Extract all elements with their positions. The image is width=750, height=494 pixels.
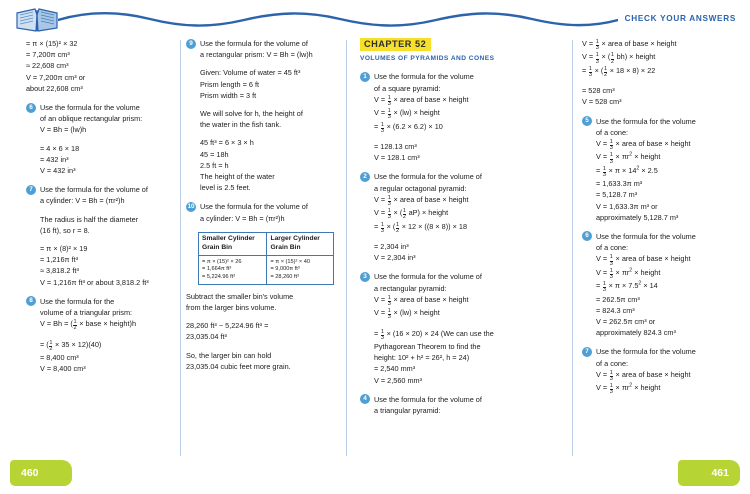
answer-line: a triangular pyramid:	[374, 405, 441, 415]
answer-line: Use the formula for the volume of	[374, 394, 482, 404]
answer-line: = 824.3 cm³	[596, 305, 635, 315]
fraction-one-half: $\frac{1}{2}$	[610, 52, 614, 65]
chapter-banner	[360, 38, 431, 51]
answer-line: Prism length = 6 ft	[200, 79, 260, 89]
answer-line: V = $\frac{1}{3}$ × area of base × height	[596, 369, 691, 382]
answer-line: = 8,400 cm³	[40, 353, 79, 363]
answer-line: V = $\frac{1}{3}$ × area of base × height	[596, 138, 691, 152]
fraction-one-third: $\frac{1}{3}$	[380, 328, 385, 341]
spacer	[40, 236, 174, 243]
answer-line: V = $\frac{1}{3}$ × (lw) × height	[374, 308, 440, 321]
cell-line: = 5,224.96 ft³	[202, 273, 236, 280]
answer-line: = ( $\frac{1}{2}$ × 35 × 12)(40)	[40, 339, 102, 352]
answer-item-9	[186, 38, 338, 193]
column-4	[582, 38, 734, 458]
answer-line: = 432 in³	[40, 154, 69, 164]
answer-line: Subtract the smaller bin's volume	[186, 291, 294, 301]
answer-item-8	[26, 296, 174, 375]
answer-line: Pythagorean Theorem to find the	[374, 341, 481, 351]
answer-line: a rectangular pyramid:	[374, 283, 447, 293]
item-number: 9	[186, 39, 196, 49]
answer-line: V = $\frac{1}{3}$ × area of base × height	[374, 194, 469, 207]
answer-line: 2.5 ft = h	[200, 160, 229, 170]
answer-line: The height of the water	[200, 172, 275, 182]
answer-line: V = 2,560 mm³	[374, 375, 423, 385]
answer-line: Use the formula for the volume of	[374, 272, 482, 282]
answer-line: V = $\frac{1}{3}$ × $\pi r^2$ × height	[596, 151, 661, 165]
answer-item-2	[360, 171, 510, 263]
answer-item-10	[186, 201, 338, 223]
answer-line: V = $\frac{1}{3}$ × area of base × height	[582, 38, 677, 52]
answer-line: The radius is half the diameter	[40, 214, 139, 224]
spacer	[200, 60, 338, 67]
cell-line: = π × (15)² × 40	[270, 258, 310, 265]
fraction-one-half: $\frac{1}{2}$	[603, 65, 608, 78]
item-number: 4	[360, 394, 370, 404]
answer-line: V = 1,633.3π m³ or	[596, 201, 658, 211]
open-book-icon	[14, 6, 60, 34]
answer-line: Use the formula for the volume	[596, 116, 696, 126]
fraction-one-third: $\frac{1}{3}$	[588, 65, 593, 78]
answer-line: height: 10² + h² = 26², h = 24)	[374, 353, 470, 363]
answer-line: of an oblique rectangular prism:	[40, 114, 143, 124]
answer-line: = 4 × 6 × 18	[40, 143, 80, 153]
page-number-left	[10, 460, 72, 486]
table-cell-smaller-bin	[199, 256, 267, 285]
column-divider-3	[572, 40, 573, 456]
answer-line: Use the formula for the volume of	[200, 39, 308, 48]
answer-line: Use the formula for the volume	[40, 103, 140, 113]
answer-line: V = $\frac{1}{3}$ × (lw) × height	[374, 108, 440, 121]
answer-line: = $\frac{1}{3}$ × $\pi \times 14^2 \times 2.5$	[596, 165, 658, 178]
fraction-one-third: $\frac{1}{3}$	[609, 138, 613, 152]
answer-line: the water in the fish tank.	[200, 120, 282, 130]
answer-item-1	[360, 71, 510, 163]
answer-line: a cylinder: V = Bh = (πr²)h	[200, 213, 285, 223]
cell-line: = 9,000π ft³	[270, 266, 300, 273]
answer-line: V = 2,304 in³	[374, 253, 416, 263]
answer-line: Given: Volume of water = 45 ft³	[200, 68, 301, 78]
fraction-one-third: $\frac{1}{3}$	[387, 194, 391, 207]
answer-line: V = 8,400 cm³	[40, 364, 86, 374]
item-number: 10	[187, 202, 195, 210]
answer-line: Use the formula for the volume of	[374, 172, 482, 182]
item-number: 6	[26, 103, 36, 113]
answer-line: V = $\frac{1}{3}$ × area of base × height	[596, 254, 691, 267]
page-header	[0, 0, 750, 36]
answer-line: V = 528 cm³	[582, 97, 622, 107]
spacer	[186, 313, 338, 320]
answer-line: = 262.5π cm³	[596, 294, 640, 304]
answer-line: approximately 824.3 cm³	[596, 328, 676, 338]
answer-line: 28,260 ft³ − 5,224.96 ft³ =	[186, 321, 269, 331]
answer-line: = $\frac{1}{3}$ × ( $\frac{1}{2}$ × 18 × 8) × 22	[582, 65, 656, 78]
fraction-one-third: $\frac{1}{3}$	[609, 369, 613, 382]
spacer	[186, 343, 338, 350]
answer-item-7b	[582, 346, 734, 395]
spacer	[40, 136, 174, 143]
chapter-title: CHAPTER 52	[364, 39, 427, 49]
spacer	[374, 321, 510, 328]
answer-line: = 528 cm³	[582, 86, 615, 96]
answer-line: = 1,216π ft³	[40, 255, 79, 265]
answer-line: a cylinder: V = Bh = (πr²)h	[40, 196, 125, 206]
answer-line: = $\frac{1}{3}$ × $\pi \times 7.5^2 \times 14$	[596, 280, 658, 294]
item-number: 2	[360, 172, 370, 182]
chapter-subtitle: VOLUMES OF PYRAMIDS AND CONES	[360, 55, 495, 63]
answer-line: Use the formula for the volume	[596, 231, 696, 241]
spacer	[40, 332, 174, 339]
answer-line: V = $\frac{1}{3}$ × $\pi r^2$ × height	[596, 267, 661, 280]
answer-line: Use the formula for the volume	[596, 347, 696, 357]
fraction-one-half: $\frac{1}{2}$	[395, 221, 400, 234]
answer-line: Use the formula for the volume of	[40, 185, 148, 195]
item-number: 1	[360, 72, 370, 82]
item-number: 6	[582, 231, 592, 241]
item-number: 7	[26, 185, 36, 195]
answer-line: a regular octagonal pyramid:	[374, 183, 467, 193]
answer-line: of a cone:	[596, 358, 629, 368]
answer-line: Use the formula for the volume	[374, 72, 474, 82]
grain-bin-comparison-table	[198, 232, 334, 285]
spacer	[40, 207, 174, 214]
answer-line: V = 432 in³	[40, 166, 76, 176]
answer-line: V = $\frac{1}{3}$ × area of base × height	[374, 294, 469, 307]
answer-line: about 22,608 cm³	[26, 83, 83, 93]
header-wave-divider	[58, 8, 618, 30]
answer-line: = 2,304 in³	[374, 241, 409, 251]
fraction-one-third: $\frac{1}{3}$	[387, 94, 391, 107]
answer-line: V = 128.1 cm³	[374, 153, 420, 163]
answer-item-3	[360, 271, 510, 385]
answer-line: = $\frac{1}{3}$ × (6.2 × 6.2) × 10	[374, 121, 443, 134]
answer-line: of a cone:	[596, 127, 629, 137]
cell-line: = π × (15)² × 26	[202, 258, 242, 265]
fraction-one-third: $\frac{1}{3}$	[609, 383, 613, 396]
answer-line: = π × (8)² × 19	[40, 244, 88, 254]
fraction-one-third: $\frac{1}{3}$	[387, 294, 391, 307]
fraction-one-third: $\frac{1}{3}$	[387, 208, 391, 221]
answer-line: a rectangular prism: V = Bh = (lw)h	[200, 50, 313, 60]
answer-line: = π × (15)² × 32	[26, 39, 78, 48]
answer-line: V = $\frac{1}{3}$ × $\pi r^2$ × height	[596, 382, 661, 396]
fraction-one-third: $\frac{1}{3}$	[609, 152, 613, 165]
item-number: 5	[582, 116, 592, 126]
answer-line: ≈ 22,608 cm³	[26, 61, 69, 71]
answer-line: 45 = 18h	[200, 149, 229, 159]
fraction-one-third: $\frac{1}{3}$	[595, 52, 599, 65]
answer-line: = $\frac{1}{3}$ × (16 × 20) × 24 (We can use the	[374, 328, 494, 341]
answer-line: So, the larger bin can hold	[186, 350, 272, 360]
fraction-one-half: $\frac{1}{2}$	[49, 339, 53, 352]
table-header-row	[199, 232, 334, 255]
answer-line: ≈ 3,818.2 ft³	[40, 266, 79, 276]
page-number-right	[678, 460, 740, 486]
answer-item-4-continued	[582, 38, 734, 108]
spacer	[200, 101, 338, 108]
table-header-smaller-bin: Smaller Cylinder Grain Bin	[199, 232, 267, 255]
answer-line: Use the formula for the volume of	[200, 202, 308, 212]
spacer	[374, 234, 510, 241]
answer-line: V = $\frac{1}{3}$ × ( $\frac{1}{2}$ aP) × height	[374, 208, 449, 221]
cell-line: = 28,260 ft³	[270, 273, 299, 280]
answer-line: Prism width = 3 ft	[200, 90, 257, 100]
answer-line: of a cone:	[596, 243, 629, 253]
answer-line: Use the formula for the	[40, 296, 115, 306]
answer-line: V = 7,200π cm³ or	[26, 72, 86, 82]
answer-line: 23,035.04 ft³	[186, 332, 227, 342]
column-1	[26, 38, 174, 458]
answer-item-7	[26, 184, 174, 288]
fraction-one-third: $\frac{1}{3}$	[380, 121, 385, 134]
spacer	[582, 78, 734, 85]
table-header-larger-bin: Larger Cylinder Grain Bin	[267, 232, 334, 255]
fraction-one-half: $\frac{1}{2}$	[402, 208, 406, 221]
answer-line: V = 262.5π cm³ or	[596, 316, 656, 326]
answer-item-6b	[582, 231, 734, 338]
column-divider-2	[346, 40, 347, 456]
page-number-text: 460	[21, 467, 39, 479]
answer-line: We will solve for h, the height of	[200, 109, 303, 119]
answer-line: 23,035.04 cubic feet more grain.	[186, 361, 291, 371]
column-2	[186, 38, 338, 458]
fraction-one-third: $\frac{1}{3}$	[595, 38, 599, 52]
fraction-one-third: $\frac{1}{3}$	[609, 254, 613, 267]
column-3	[360, 38, 510, 458]
spacer	[374, 134, 510, 141]
spacer	[200, 130, 338, 137]
fraction-one-half: $\frac{1}{2}$	[73, 319, 77, 332]
table-cell-larger-bin	[267, 256, 334, 285]
table-row	[199, 256, 334, 285]
answer-item-10-continued	[186, 291, 338, 372]
answer-line: = $\frac{1}{3}$ × ( $\frac{1}{2}$ × 12 × ((8 × 8)) × 18	[374, 221, 468, 234]
answer-line: 45 ft³ = 6 × 3 × h	[200, 138, 254, 148]
item-number: 8	[26, 296, 36, 306]
answer-line: approximately 5,128.7 m³	[596, 212, 679, 222]
fraction-one-third: $\frac{1}{3}$	[602, 165, 607, 178]
fraction-one-third: $\frac{1}{3}$	[602, 281, 607, 294]
cell-line: = 1,664π ft³	[202, 266, 232, 273]
answer-line: from the larger bins volume.	[186, 303, 277, 313]
header-label: CHECK YOUR ANSWERS	[624, 14, 736, 23]
fraction-one-third: $\frac{1}{3}$	[380, 221, 385, 234]
answer-line: V = $\frac{1}{3}$ × ( $\frac{1}{2}$ bh) × height	[582, 52, 656, 65]
item-number: 3	[360, 272, 370, 282]
fraction-one-third: $\frac{1}{3}$	[609, 267, 613, 280]
answer-item	[26, 38, 174, 94]
column-divider-1	[180, 40, 181, 456]
answer-item-5	[582, 116, 734, 223]
fraction-one-third: $\frac{1}{3}$	[387, 308, 391, 321]
answer-line: = 1,633.3π m³	[596, 179, 643, 189]
item-number: 7	[582, 347, 592, 357]
answer-line: = 2,540 mm³	[374, 364, 416, 374]
answer-line: of a square pyramid:	[374, 83, 441, 93]
answer-line: = 5,128.7 m³	[596, 190, 638, 200]
answer-line: V = Bh = (lw)h	[40, 125, 87, 135]
answer-item-6	[26, 102, 174, 176]
answer-line: = 128.13 cm³	[374, 141, 417, 151]
answer-line: V = Bh = ( $\frac{1}{2}$ × base × height)h	[40, 319, 136, 332]
answer-line: volume of a triangular prism:	[40, 308, 133, 318]
fraction-one-third: $\frac{1}{3}$	[387, 108, 391, 121]
page-number-text: 461	[711, 467, 729, 479]
answer-line: (16 ft), so r = 8.	[40, 225, 90, 235]
answer-line: = 7,200π cm³	[26, 50, 70, 60]
answer-line: V = 1,216π ft³ or about 3,818.2 ft³	[40, 277, 149, 287]
answer-line: level is 2.5 feet.	[200, 183, 251, 193]
answer-line: V = $\frac{1}{3}$ × area of base × height	[374, 94, 469, 107]
answer-item-4	[360, 394, 510, 416]
